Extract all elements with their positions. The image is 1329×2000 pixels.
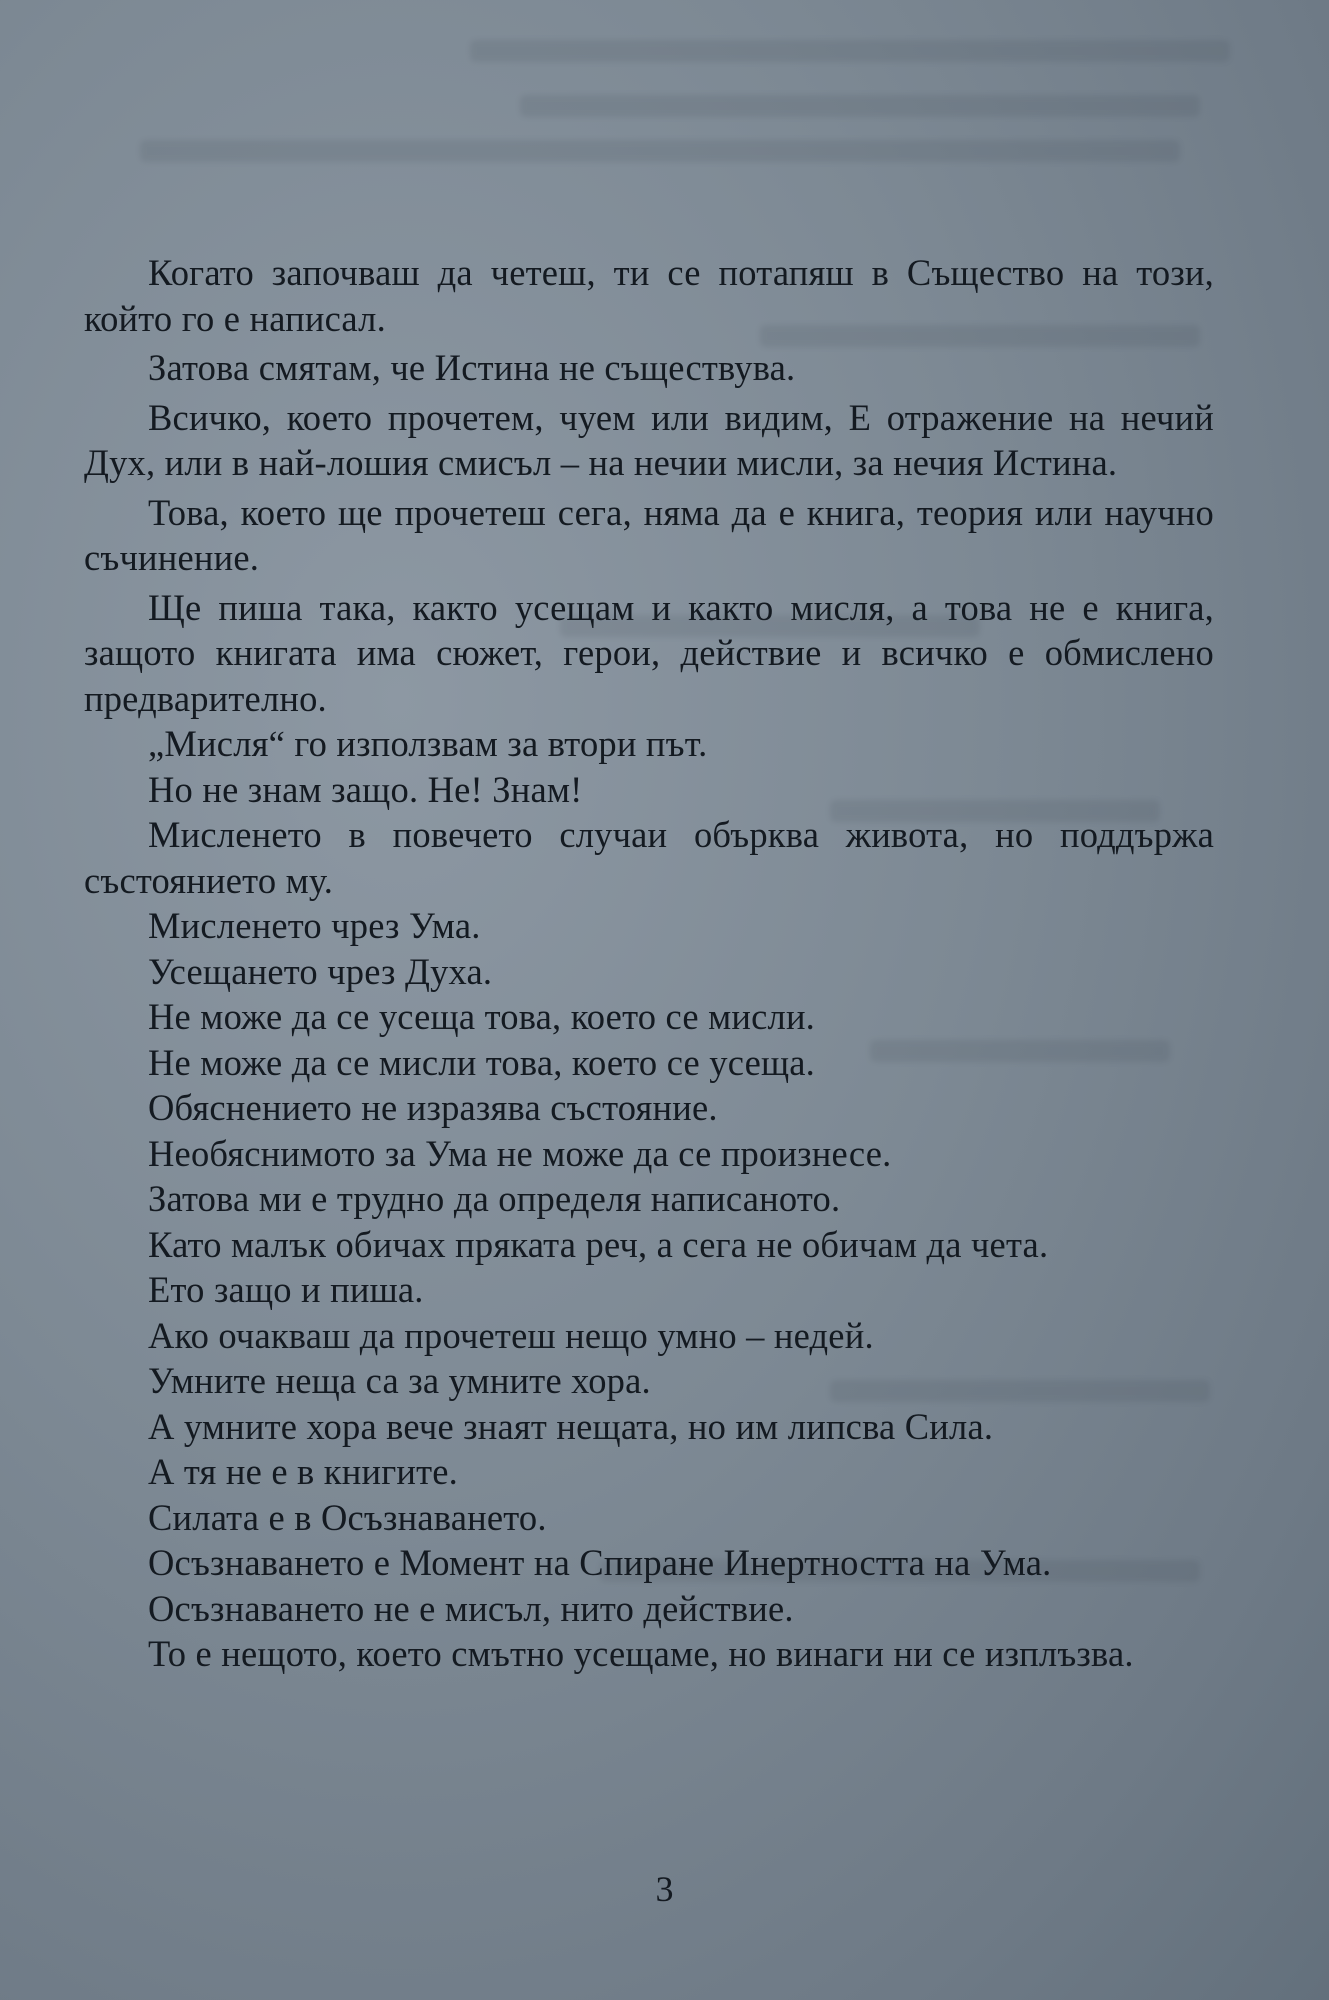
paragraph: Но не знам защо. Не! Знам! bbox=[148, 768, 583, 810]
paragraph: Мисленето чрез Ума. bbox=[148, 905, 481, 946]
paragraph: Това, което ще прочетеш сега, няма да е книга, теория или научно съчинение. bbox=[84, 491, 1214, 578]
body-text bbox=[84, 250, 1214, 1677]
paragraph: Осъзнаването е Момент на Спиране Инертността на Ума. bbox=[148, 1542, 1052, 1583]
paragraph: Умните неща са за умните хора. bbox=[148, 1360, 651, 1401]
paragraph: Когато започваш да четеш, ти се потапяш в Същество на този, който го е написал. bbox=[84, 252, 1214, 339]
paragraph: Ще пиша така, както усещам и както мисля, а това не е книга, защото книгата има сюжет, герои, действие и всичко е обмислено предварително. bbox=[84, 586, 1214, 719]
paragraph: Затова ми е трудно да определя написаното. bbox=[148, 1178, 841, 1219]
paragraph: Осъзнаването не е мисъл, нито действие. bbox=[148, 1587, 794, 1629]
paragraph: Ако очакваш да прочетеш нещо умно – недей. bbox=[148, 1314, 874, 1356]
paragraph: Не може да се усеща това, което се мисли. bbox=[148, 996, 815, 1037]
paragraph: Всичко, което прочетем, чуем или видим, Е отражение на нечий Дух, или в най-лошия смисъл – на нечии мисли, за нечия Истина. bbox=[84, 396, 1214, 483]
paragraph: Необяснимото за Ума не може да се произнесе. bbox=[148, 1132, 892, 1174]
paragraph: Мисленето в повечето случаи обърква живота, но поддържа състоянието му. bbox=[84, 814, 1214, 901]
paragraph: Като малък обичах пряката реч, а сега не обичам да чета. bbox=[148, 1223, 1049, 1265]
paragraph: А тя не е в книгите. bbox=[148, 1451, 458, 1492]
paragraph: А умните хора вече знаят нещата, но им липсва Сила. bbox=[148, 1405, 994, 1447]
paragraph: То е нещото, което смътно усещаме, но винаги ни се изплъзва. bbox=[148, 1633, 1134, 1674]
paragraph: Силата е в Осъзнаването. bbox=[148, 1496, 547, 1538]
page-number: 3 bbox=[655, 1869, 674, 1909]
paragraph: Ето защо и пиша. bbox=[148, 1269, 424, 1310]
paragraph: Не може да се мисли това, което се усеща. bbox=[148, 1041, 815, 1083]
paragraph: Усещането чрез Духа. bbox=[148, 950, 493, 992]
paragraph: „Мисля“ го използвам за втори път. bbox=[148, 723, 708, 764]
paragraph: Обяснението не изразява състояние. bbox=[148, 1087, 718, 1128]
paragraph: Затова смятам, че Истина не съществува. bbox=[148, 347, 796, 388]
